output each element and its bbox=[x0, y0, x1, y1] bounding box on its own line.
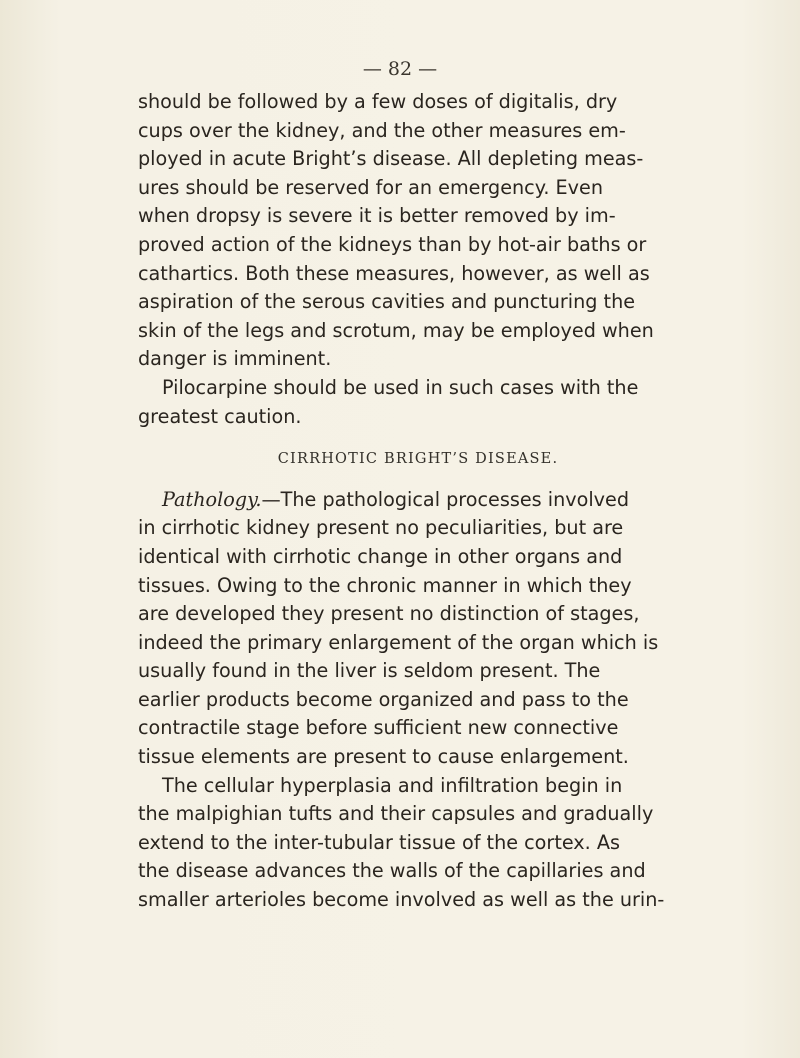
text-line: Pilocarpine should be used in such cases with the bbox=[162, 375, 639, 399]
text-line: skin of the legs and scrotum, may be employed when bbox=[138, 318, 654, 342]
paragraph-pilocarpine bbox=[138, 374, 698, 431]
text-run: —The pathological processes involved bbox=[261, 487, 630, 511]
text-line: in cirrhotic kidney present no peculiarities, but are bbox=[138, 516, 624, 540]
text-line bbox=[138, 486, 698, 515]
text-line: indeed the primary enlargement of the organ which is bbox=[138, 630, 659, 654]
text-line: contractile stage before sufficient new connective bbox=[138, 716, 619, 740]
text-line: ures should be reserved for an emergency. Even bbox=[138, 175, 603, 199]
text-line: when dropsy is severe it is better removed by im- bbox=[138, 204, 616, 228]
text-line: aspiration of the serous cavities and puncturing the bbox=[138, 290, 636, 314]
text-line: proved action of the kidneys than by hot-air baths or bbox=[138, 232, 647, 256]
paragraph-dropsy-treatment bbox=[138, 88, 698, 374]
text-line: extend to the inter-tubular tissue of the cortex. As bbox=[138, 830, 620, 854]
text-line: tissue elements are present to cause enlargement. bbox=[138, 745, 629, 769]
text-line: cups over the kidney, and the other measures em- bbox=[138, 118, 626, 142]
text-line: are developed they present no distinction of stages, bbox=[138, 602, 640, 626]
body-text bbox=[138, 88, 698, 915]
text-line: the disease advances the walls of the capillaries and bbox=[138, 859, 646, 883]
text-line: The cellular hyperplasia and infiltration begin in bbox=[162, 773, 623, 797]
text-line: should be followed by a few doses of digitalis, dry bbox=[138, 90, 618, 113]
text-line: tissues. Owing to the chronic manner in which they bbox=[138, 573, 632, 597]
text-line: usually found in the liver is seldom present. The bbox=[138, 659, 601, 683]
text-line: ployed in acute Bright’s disease. All depleting meas- bbox=[138, 147, 644, 171]
text-line: earlier products become organized and pass to the bbox=[138, 687, 629, 711]
page-number: — 82 — bbox=[362, 58, 438, 80]
paragraph-hyperplasia bbox=[138, 772, 698, 915]
paragraph-pathology bbox=[138, 486, 698, 772]
text-line: identical with cirrhotic change in other organs and bbox=[138, 544, 623, 568]
text-line: smaller arterioles become involved as well as the urin- bbox=[138, 888, 665, 912]
section-heading: CIRRHOTIC BRIGHT’S DISEASE. bbox=[277, 451, 559, 468]
text-line: the malpighian tufts and their capsules and gradually bbox=[138, 802, 654, 826]
text-line: danger is imminent. bbox=[138, 347, 332, 371]
text-line: greatest caution. bbox=[138, 404, 302, 428]
pathology-lead-in: Pathology. bbox=[162, 487, 262, 511]
text-line: cathartics. Both these measures, however, as well as bbox=[138, 261, 650, 285]
